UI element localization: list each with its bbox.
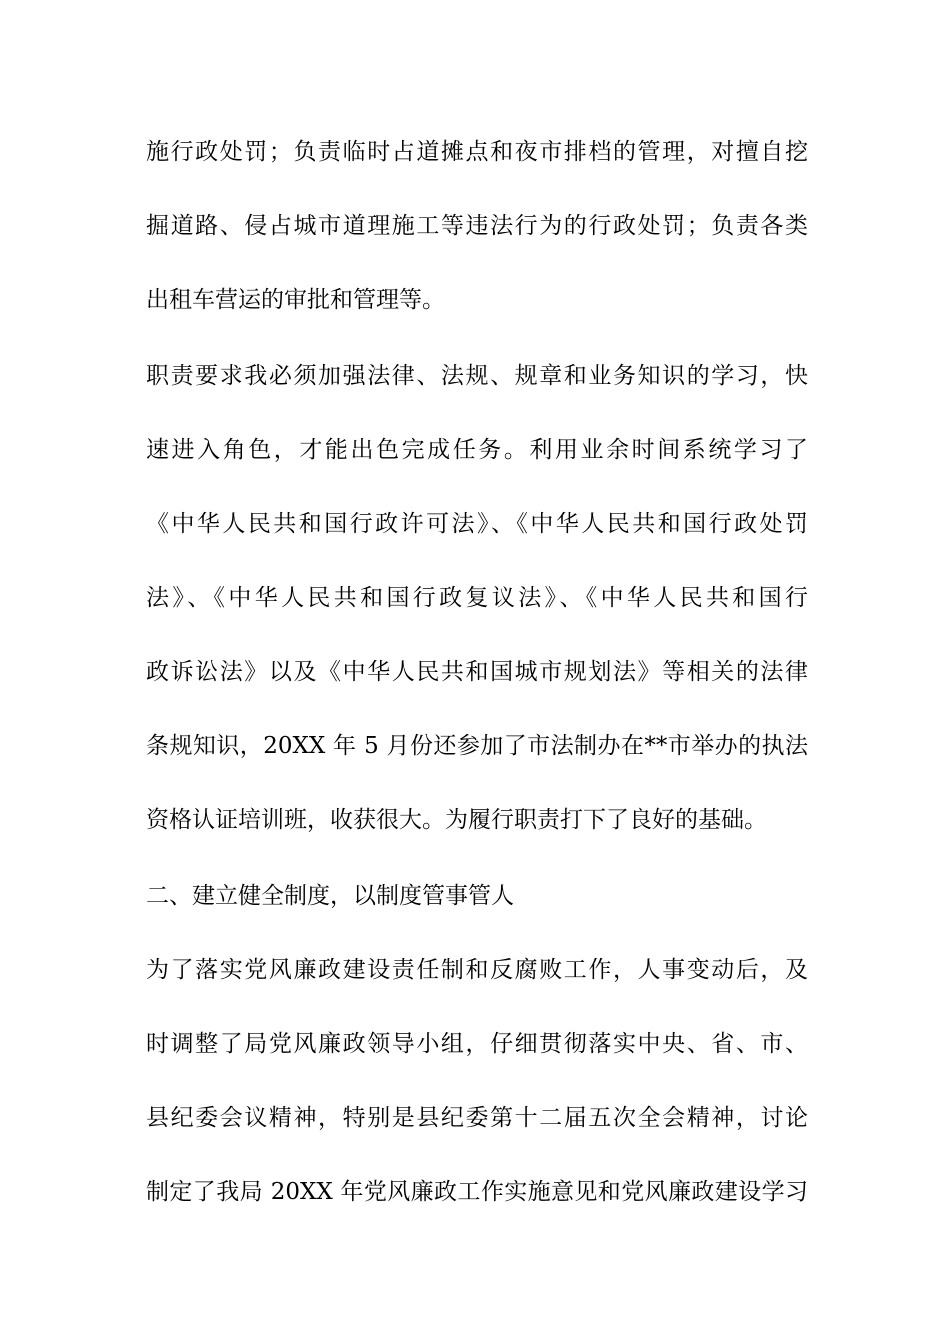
- text-line: 县纪委会议精神，特别是县纪委第十二届五次全会精神，讨论: [146, 1105, 808, 1131]
- text-line: 速进入角色，才能出色完成任务。利用业余时间系统学习了: [146, 437, 808, 463]
- text-line: 施行政处罚；负责临时占道摊点和夜市排档的管理，对擅自挖: [146, 139, 808, 165]
- text-line: 条规知识，20XX 年 5 月份还参加了市法制办在**市举办的执法: [146, 733, 808, 759]
- text-line: 出租车营运的审批和管理等。: [146, 287, 445, 313]
- text-line: 法》、《中华人民共和国行政复议法》、《中华人民共和国行: [146, 585, 808, 611]
- text-line: 掘道路、侵占城市道理施工等违法行为的行政处罚；负责各类: [146, 213, 808, 239]
- text-line: 职责要求我必须加强法律、法规、规章和业务知识的学习，快: [146, 363, 808, 389]
- text-line: 资格认证培训班，收获很大。为履行职责打下了良好的基础。: [146, 807, 767, 833]
- text-line: 《中华人民共和国行政许可法》、《中华人民共和国行政处罚: [146, 511, 808, 537]
- text-line: 政诉讼法》以及《中华人民共和国城市规划法》等相关的法律: [146, 659, 808, 685]
- section-heading: 二、建立健全制度，以制度管事管人: [146, 883, 514, 909]
- text-line: 制定了我局 20XX 年党风廉政工作实施意见和党风廉政建设学习: [146, 1179, 808, 1205]
- text-line: 为了落实党风廉政建设责任制和反腐败工作，人事变动后，及: [146, 957, 808, 983]
- text-line: 时调整了局党风廉政领导小组，仔细贯彻落实中央、省、市、: [146, 1031, 808, 1057]
